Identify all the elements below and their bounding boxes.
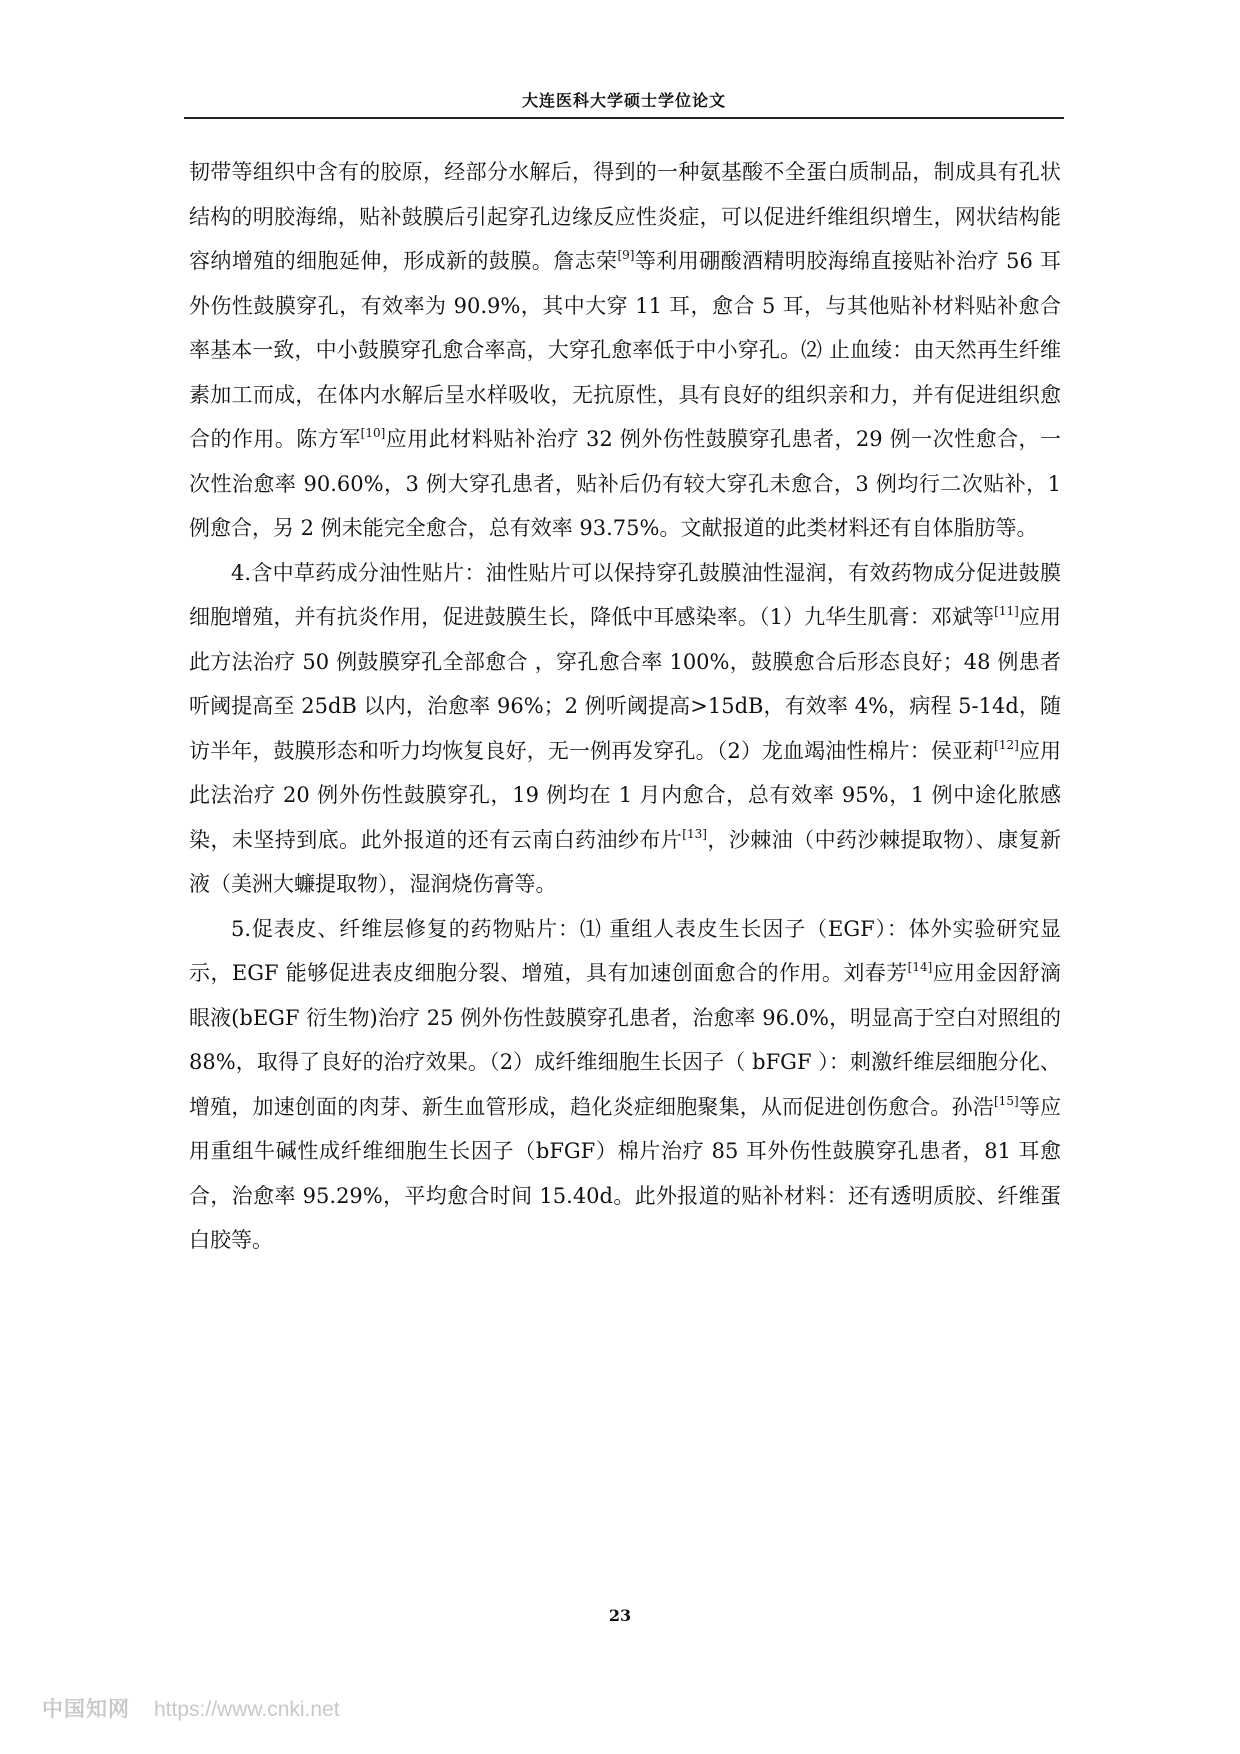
citation-13: [13] [682,826,707,841]
paragraph-3-text-2: 应用金因舒滴眼液(bEGF 衍生物)治疗 25 例外伤性鼓膜穿孔患者，治愈率 96.0%，明显高于空白对照组的 88%，取得了良好的治疗效果。（2）成纤维细胞生长因子（ bFGF ）：刺激纤维层细胞分化、增殖，加速创面的肉芽、新生血管形成，趋化炎症细胞聚集，从而促进创伤愈合。孙浩 [189,961,1061,1119]
paragraph-3-text-3: 等应用重组牛碱性成纤维细胞生长因子（bFGF）棉片治疗 85 耳外伤性鼓膜穿孔患者，81 耳愈合，治愈率 95.29%，平均愈合时间 15.40d。此外报道的贴补材料：还有透明质胶、纤维蛋白胶等。 [189,1094,1062,1252]
paragraph-1-text-1: 韧带等组织中含有的胶原，经部分水解后，得到的一种氨基酸不全蛋白质制品，制成具有孔状结构的明胶海绵，贴补鼓膜后引起穿孔边缘反应性炎症，可以促进纤维组织增生，网状结构能容纳增殖的细胞延伸，形成新的鼓膜。詹志荣 [189,160,1061,273]
citation-12: [12] [994,737,1019,752]
paragraph-1 [189,150,1061,551]
citation-11: [11] [994,604,1019,618]
paragraph-1-text-3: 应用此材料贴补治疗 32 例外伤性鼓膜穿孔患者，29 例一次性愈合，一次性治愈率 90.60%，3 例大穿孔患者，贴补后仍有较大穿孔未愈合，3 例均行二次贴补，1 例愈合，另 2 例未能完全愈合，总有效率 93.75%。文献报道的此类材料还有自体脂肪等。 [189,427,1061,540]
paragraph-2-text-1: 4.含中草药成分油性贴片：油性贴片可以保持穿孔鼓膜油性湿润，有效药物成分促进鼓膜细胞增殖，并有抗炎作用，促进鼓膜生长，降低中耳感染率。（1）九华生肌膏：邓斌等 [189,560,1061,629]
citation-14: [14] [907,960,933,974]
paragraph-2-text-2: 应用此方法治疗 50 例鼓膜穿孔全部愈合 ，穿孔愈合率 100%，鼓膜愈合后形态良好；48 例患者听阈提高至 25dB 以内，治愈率 96%；2 例听阈提高>15dB，有效率 4%，病程 5-14d，随访半年，鼓膜形态和听力均恢复良好，无一例再发穿孔。（2）龙血竭油性棉片：侯亚莉 [189,605,1062,763]
body-text [189,150,1061,1263]
paragraph-3 [189,907,1061,1263]
paragraph-2-text-3: 应用此法治疗 20 例外伤性鼓膜穿孔，19 例均在 1 月内愈合，总有效率 95%，1 例中途化脓感染，未坚持到底。此外报道的还有云南白药油纱布片 [189,738,1062,852]
page-number: 23 [608,1606,632,1625]
citation-9: [9] [617,248,635,262]
header-divider [184,117,1064,119]
cnki-watermark [42,1695,340,1725]
paragraph-2-text-4: ，沙棘油（中药沙棘提取物）、康复新液（美洲大蠊提取物），湿润烧伤膏等。 [189,827,1062,896]
citation-15: [15] [994,1093,1019,1108]
cnki-logo: 中国知网 [42,1698,130,1721]
paragraph-2 [189,551,1061,907]
paragraph-1-text-2: 等利用硼酸酒精明胶海绵直接贴补治疗 56 耳外伤性鼓膜穿孔，有效率为 90.9%，其中大穿 11 耳，愈合 5 耳，与其他贴补材料贴补愈合率基本一致，中小鼓膜穿孔愈合率高，大穿孔愈率低于中小穿孔。⑵ 止血绫：由天然再生纤维素加工而成，在体内水解后呈水样吸收，无抗原性，具有良好的组织亲和力，并有促进组织愈合的作用。陈方军 [189,249,1062,451]
page-header-title: 大连医科大学硕士学位论文 [521,91,726,110]
citation-10: [10] [360,426,386,440]
cnki-url: https://www.cnki.net [154,1698,340,1721]
paragraph-3-text-1: 5.促表皮、纤维层修复的药物贴片：⑴ 重组人表皮生长因子（EGF）：体外实验研究显示，EGF 能够促进表皮细胞分裂、增殖，具有加速创面愈合的作用。刘春芳 [189,916,1061,985]
